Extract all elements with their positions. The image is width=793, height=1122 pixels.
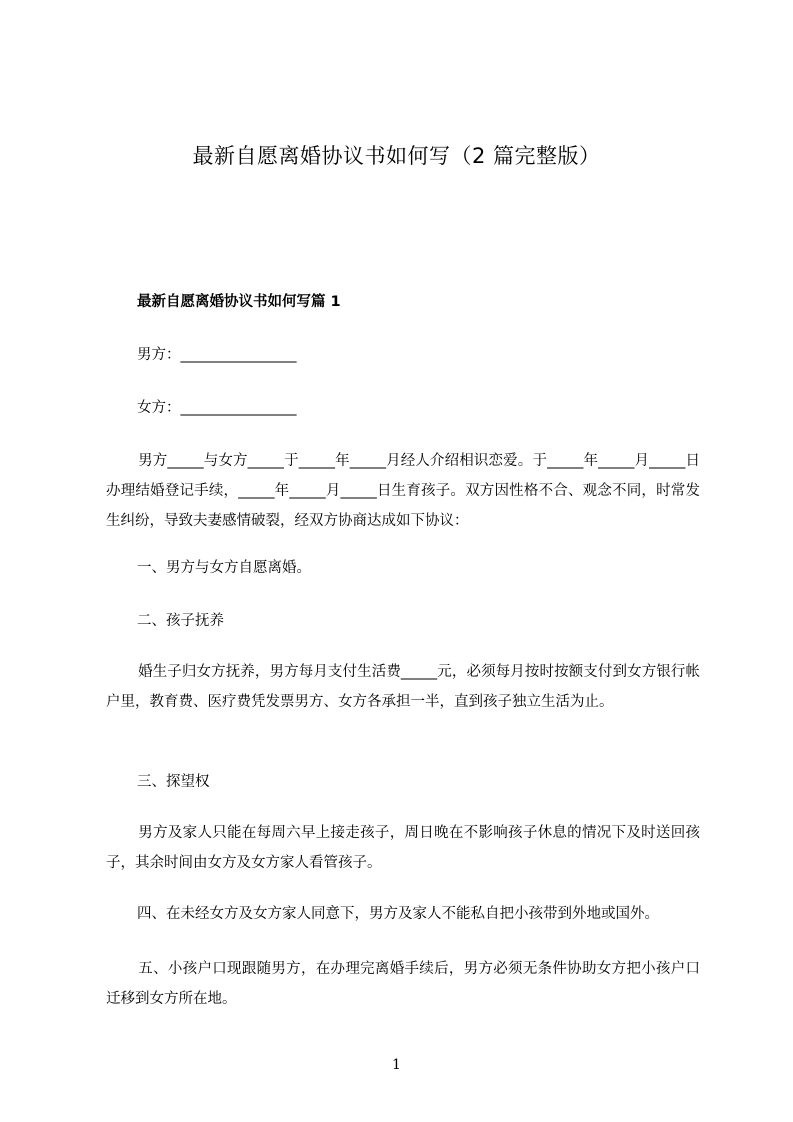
page-number: 1 xyxy=(392,1057,401,1073)
document-title: 最新自愿离婚协议书如何写（2 篇完整版） xyxy=(192,144,601,168)
clause-5-paragraph xyxy=(106,954,700,1014)
visitation-text: 男方及家人只能在每周六早上接走孩子，周日晚在不影响孩子休息的情况下及时送回孩子，其余时间由女方及女方家人看管孩子。 xyxy=(106,825,700,871)
clause-2-heading: 二、孩子抚养 xyxy=(137,613,224,629)
intro-paragraph xyxy=(106,446,700,536)
visitation-paragraph xyxy=(106,818,700,878)
clause-1: 一、男方与女方自愿离婚。 xyxy=(137,560,311,576)
male-party-field: 男方：________________ xyxy=(137,347,297,363)
clause-5-text: 五、小孩户口现跟随男方，在办理完离婚手续后，男方必须无条件协助女方把小孩户口迁移到女方所在地。 xyxy=(106,961,700,1007)
female-party-field: 女方：________________ xyxy=(137,400,297,416)
clause-4: 四、在未经女方及女方家人同意下，男方及家人不能私自把小孩带到外地或国外。 xyxy=(137,906,659,922)
intro-text: 男方_____与女方_____于_____年_____月经人介绍相识恋爱。于_____年_____月_____日办理结婚登记手续，_____年_____月_____日生育孩子。双方因性格不合、观念不同，时常发生纠纷，导致夫妻感情破裂，经双方协商达成如下协议： xyxy=(106,453,700,529)
section-heading: 最新自愿离婚协议书如何写篇 1 xyxy=(137,294,341,310)
custody-paragraph xyxy=(106,657,700,717)
custody-text: 婚生子归女方抚养，男方每月支付生活费_____元，必须每月按时按额支付到女方银行帐户里，教育费、医疗费凭发票男方、女方各承担一半，直到孩子独立生活为止。 xyxy=(106,664,700,710)
clause-3-heading: 三、探望权 xyxy=(137,774,210,790)
